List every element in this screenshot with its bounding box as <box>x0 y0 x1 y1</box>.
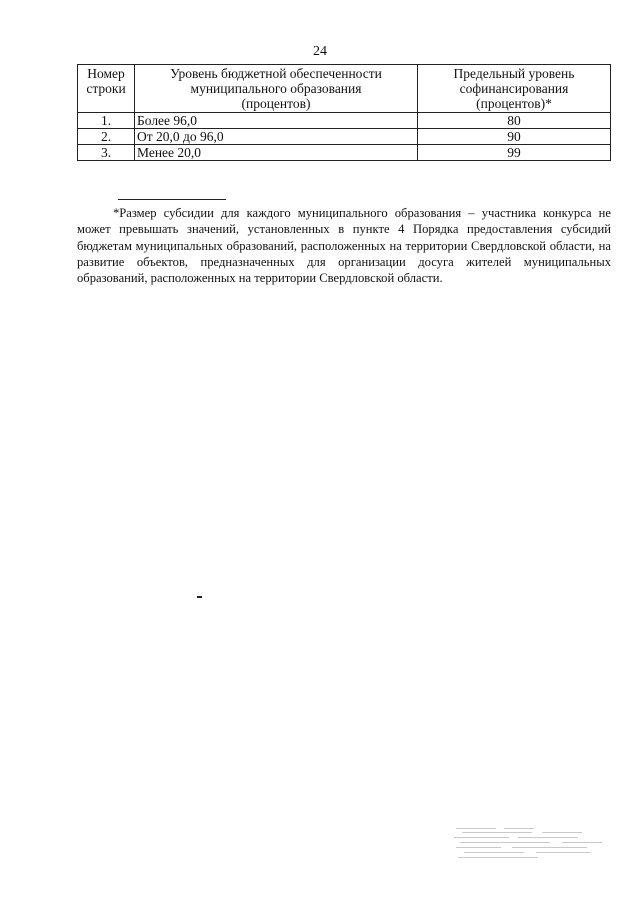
header-budget-level <box>135 65 418 113</box>
footnote-text: *Размер субсидии для каждого муниципального образования – участника конкурса не может превышать значений, установленных в пункте 4 Порядка предоставления субсидий бюджетам муниципальных образований, расположенных на территории Свердловской области, на развитие объектов, предназначенных для организации досуга жителей муниципальных образований, расположенных на территории Свердловской области. <box>77 206 611 286</box>
header-budget-level-line: Уровень бюджетной обеспеченности <box>170 66 382 81</box>
header-cofinancing-level <box>418 65 611 113</box>
row-budget-level: Более 96,0 <box>135 113 418 129</box>
header-budget-level-line: муниципального образования <box>190 81 362 96</box>
header-cofinancing-line: софинансирования <box>459 81 569 96</box>
table-row <box>78 113 611 129</box>
row-budget-level: От 20,0 до 96,0 <box>135 129 418 145</box>
row-number: 1. <box>78 113 135 129</box>
header-row-number-line: Номер <box>87 66 125 81</box>
row-budget-level: Менее 20,0 <box>135 145 418 161</box>
subsidy-table <box>77 64 611 161</box>
table-row <box>78 129 611 145</box>
header-row-number <box>78 65 135 113</box>
header-row-number-line: строки <box>86 81 126 96</box>
row-cofinancing: 90 <box>418 129 611 145</box>
table-row <box>78 145 611 161</box>
table-header-row <box>78 65 611 113</box>
row-number: 3. <box>78 145 135 161</box>
row-cofinancing: 80 <box>418 113 611 129</box>
header-cofinancing-line: Предельный уровень <box>453 66 575 81</box>
row-cofinancing: 99 <box>418 145 611 161</box>
page-number: 24 <box>313 44 327 59</box>
faint-stamp-mark <box>452 826 612 862</box>
footnote-divider <box>118 199 226 200</box>
row-number: 2. <box>78 129 135 145</box>
header-budget-level-line: (процентов) <box>241 96 311 111</box>
header-cofinancing-line: (процентов)* <box>476 96 552 111</box>
stray-mark <box>197 596 202 598</box>
